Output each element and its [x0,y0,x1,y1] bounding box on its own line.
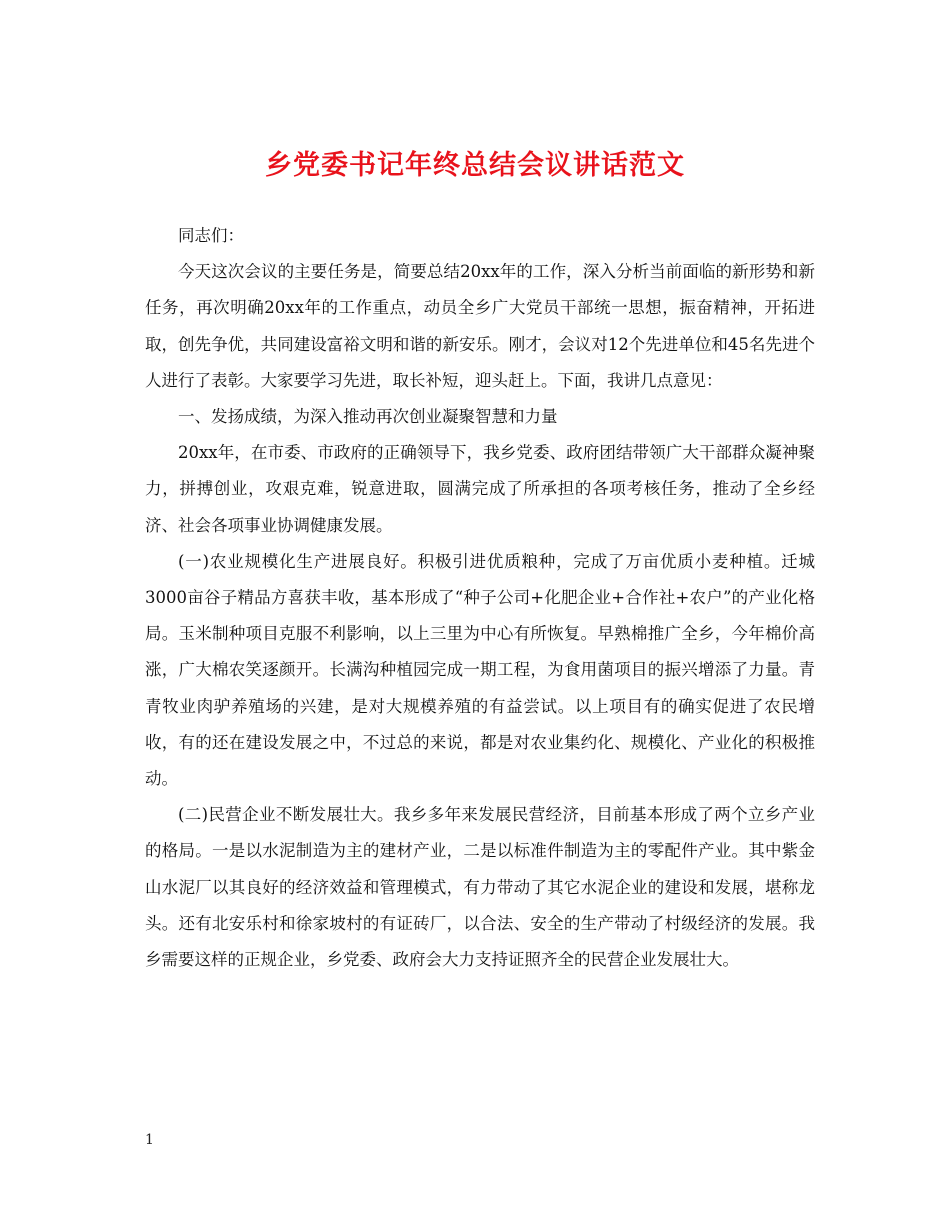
intro-paragraph: 今天这次会议的主要任务是，简要总结20xx年的工作，深入分析当前面临的新形势和新任务，再次明确20xx年的工作重点，动员全乡广大党员干部统一思想，振奋精神，开拓进取，创先争优，共同建设富裕文明和谐的新安乐。刚才，会议对12个先进单位和45名先进个人进行了表彰。大家要学习先进，取长补短，迎头赶上。下面，我讲几点意见： [145,262,815,390]
greeting-paragraph: 同志们： [178,226,244,245]
section-heading: 一、发扬成绩，为深入推动再次创业凝聚智慧和力量 [178,407,558,427]
summary-paragraph: 20xx年，在市委、市政府的正确领导下，我乡党委、政府团结带领广大干部群众凝神聚力，拼搏创业，攻艰克难，锐意进取，圆满完成了所承担的各项考核任务，推动了全乡经济、社会各项事业协调健康发展。 [145,443,815,535]
agriculture-paragraph: (一)农业规模化生产进展良好。积极引进优质粮种，完成了万亩优质小麦种植。迁城3000亩谷子精品方喜获丰收，基本形成了“种子公司+化肥企业+合作社+农户”的产业化格局。玉米制种项目克服不利影响，以上三里为中心有所恢复。早熟棉推广全乡，今年棉价高涨，广大棉农笑逐颜开。长满沟种植园完成一期工程，为食用菌项目的振兴增添了力量。青青牧业肉驴养殖场的兴建，是对大规模养殖的有益尝试。以上项目有的确实促进了农民增收，有的还在建设发展之中，不过总的来说，都是对农业集约化、规模化、产业化的积极推动。 [145,551,815,789]
page-number: 1 [145,1132,154,1148]
document-body [145,218,815,978]
enterprise-paragraph: (二)民营企业不断发展壮大。我乡多年来发展民营经济，目前基本形成了两个立乡产业的格局。一是以水泥制造为主的建材产业，二是以标准件制造为主的零配件产业。其中紫金山水泥厂以其良好的经济效益和管理模式，有力带动了其它水泥企业的建设和发展，堪称龙头。还有北安乐村和徐家坡村的有证砖厂，以合法、安全的生产带动了村级经济的发展。我乡需要这样的正规企业，乡党委、政府会大力支持证照齐全的民营企业发展壮大。 [145,805,815,970]
document-title: 乡党委书记年终总结会议讲话范文 [265,150,685,181]
